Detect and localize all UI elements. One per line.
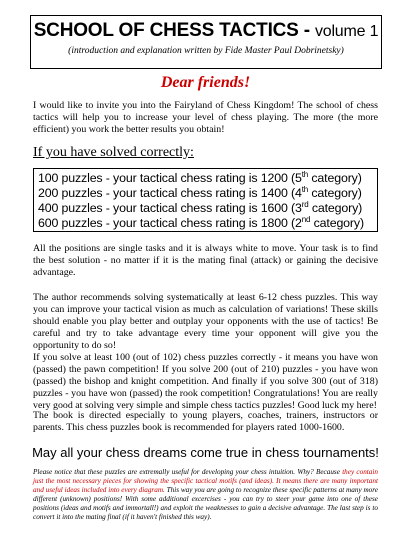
title-subtitle: (introduction and explanation written by Fide Master Paul Dobrinetsky) <box>68 46 344 56</box>
ratings-box <box>33 168 378 232</box>
notice-paragraph: Please notice that these puzzles are extremally useful for developing your chess intuition. Why? Because they contain just the most necessary pieces for showing the specific tactical motifs (and ideas). It means there are many important and useful ideas included into every diagram. This way you are going to recognize these specific patterns at many more different (unknown) positions! With some additional excercises - you can try to steer your game into one of these positions (ideas and motifs and immortall!) and exploit the weaknesses to gain a decisive advantage. The last step is to convert it into the mating final (if it haven't finished this way). <box>33 468 378 521</box>
positions-paragraph: All the positions are single tasks and it is always white to move. Your task is to find the best solution - no matter if it is the mating final (attack) or gaining the decisive advantage. <box>33 243 378 278</box>
rating-line: 400 puzzles - your tactical chess rating is 1600 (3rd category) <box>38 199 363 215</box>
recommendation-paragraph: The author recommends solving systematically at least 6-12 chess puzzles. This way you can improve your tactical vision as much as calculation of variations! These skills should enable you play better and outplay your opponents with the use of tactics! Be careful and try to take advantage every time your opponent will give you the opportunity to do so! <box>33 292 378 351</box>
notice-highlight: they contain just the most necessary pieces for showing the specific tactical motifs (and ideas). It means there are many important and useful ideas included into every diagram. <box>33 468 378 494</box>
title-box <box>30 15 382 69</box>
greeting: Dear friends! <box>160 74 251 91</box>
title-text: SCHOOL OF CHESS TACTICS - <box>33 20 310 41</box>
audience-paragraph: The book is directed especially to young players, coaches, trainers, instructors or parents. This chess puzzles book is recommended for players rated 1000-1600. <box>33 410 378 433</box>
rating-line: 600 puzzles - your tactical chess rating is 1800 (2nd category) <box>38 214 364 230</box>
document-title <box>31 20 381 43</box>
solved-heading: If you have solved correctly: <box>33 145 194 160</box>
intro-paragraph: I would like to invite you into the Fairyland of Chess Kingdom! The school of chess tactics will help you to increase your level of chess playing. The more (the more efficient) you work the better results you obtain! <box>33 100 378 135</box>
volume-label: volume 1 <box>314 23 379 40</box>
rating-line: 200 puzzles - your tactical chess rating is 1400 (4th category) <box>38 184 362 200</box>
rating-line: 100 puzzles - your tactical chess rating is 1200 (5th category) <box>38 169 362 185</box>
competition-paragraph: If you solve at least 100 (out of 102) chess puzzles correctly - it means you have won (passed) the pawn competition! If you solve 200 (out of 210) puzzles - you have won (passed) the bishop and knight competition. And finally if you solve 300 (out of 318) puzzles - you have won (passed) the rook competition! Congratulations! You are really very good at solving very simple and simple chess tactics puzzles! Good luck my here! <box>33 352 378 411</box>
dreams-slogan: May all your chess dreams come true in chess tournaments! <box>32 445 379 460</box>
